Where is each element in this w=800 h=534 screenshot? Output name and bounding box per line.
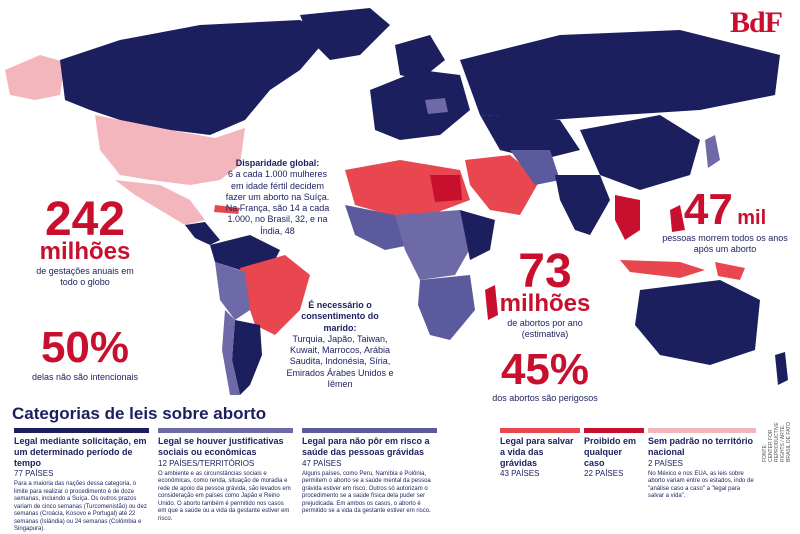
map-new-zealand	[775, 352, 788, 385]
abortions-value: 73	[518, 245, 572, 298]
abortions-unit: milhões	[499, 290, 591, 318]
disparity-note	[225, 158, 330, 237]
map-papua	[715, 262, 745, 280]
legend-count: 43 PAÍSES	[500, 469, 540, 479]
map-southern-africa	[418, 275, 475, 340]
legend-category-demand	[14, 428, 149, 534]
map-indonesia	[620, 260, 705, 278]
unsafe-stat	[485, 345, 605, 404]
legend-swatch-none	[648, 428, 756, 433]
map-india	[555, 175, 610, 235]
legend-count: 22 PAÍSES	[584, 469, 624, 479]
unintended-label: delas não são intencionais	[31, 371, 139, 382]
legend-label: Proibido em qualquer caso	[584, 436, 637, 468]
consent-text: Turquia, Japão, Taiwan, Kuwait, Marrocos, Arábia Saudita, Indonésia, Síria, Emirados Árabes Unidos e Iêmen	[286, 333, 394, 389]
brand-logo: BdF	[729, 6, 782, 39]
credits: FONTE: CENTER FOR REPRODUCTIVE RIGHTS / ARTE: BRASIL DE FATO	[762, 422, 792, 462]
disparity-text: 6 a cada 1.000 mulheres em idade fértil decidem fazer um aborto na Suíça. Na França, são 14 a cada 1.000, no Brasil, 32, e na Índia, 48	[225, 169, 330, 236]
legend-label: Legal se houver justificativas sociais ou econômicas	[158, 436, 284, 457]
legend-category-health	[302, 428, 437, 516]
legend-title: Categorias de leis sobre aborto	[12, 404, 267, 423]
map-southeast-asia	[615, 195, 640, 240]
unintended-value: 50%	[40, 323, 130, 372]
legend-swatch-social	[158, 428, 293, 433]
map-alaska	[5, 55, 65, 100]
map-egypt	[430, 175, 462, 202]
legend-label: Legal mediante solicitação, em um determinado período de tempo	[14, 436, 147, 468]
map-australia	[635, 280, 760, 365]
pregnancies-unit: milhões	[39, 238, 131, 266]
deaths-unit: mil	[737, 207, 767, 229]
disparity-title: Disparidade global:	[235, 158, 320, 168]
consent-title: É necessário o consentimento do marido:	[301, 300, 379, 333]
map-japan	[705, 135, 720, 168]
legend-count: 2 PAÍSES	[648, 458, 683, 468]
unsafe-label: dos abortos são perigosos	[492, 392, 598, 403]
legend-desc: Para a maioria das nações dessa categoria, o limite para realizar o procedimento é de doze semanas, incluindo a Suíça. Os outros prazos variam de cinco semanas (Turcomenistão) ou dez semanas (Croácia, Kosovo e Portugal) até 22 semanas (Islândia) ou 24 semanas (Colômbia e Singapura).	[14, 481, 147, 533]
unintended-stat	[10, 323, 160, 383]
map-europe	[370, 70, 470, 140]
consent-note	[285, 300, 395, 390]
map-poland	[425, 98, 448, 114]
legend-desc: No México e nos EUA, as leis sobre aborto variam entre os estados, indo de "análise caso a caso" a "legal para salvar a vida".	[648, 470, 754, 500]
legend-label: Legal para salvar a vida das grávidas	[500, 436, 574, 468]
deaths-value: 47	[683, 185, 733, 234]
abortions-label: de abortos por ano (estimativa)	[507, 317, 583, 340]
legend-category-none	[648, 428, 756, 501]
legend-desc: Alguns países, como Peru, Namíbia e Polônia, permitem o aborto se a saúde mental da pessoa grávida estiver em risco. Outros só autorizam o procedimento se a saúde física dela puder ser prejudicada. Em ambos os casos, o aborto é permitido se a vida da gestante estiver em risco.	[302, 470, 431, 515]
legend-category-life	[500, 428, 580, 478]
legend-label: Sem padrão no território nacional	[648, 436, 754, 457]
legend-desc: O ambiente e as circunstâncias sociais e econômicas, como renda, situação de moradia e rede de apoio da pessoa grávida, são levados em consideração em países como Japão e Reino Unido. O aborto também é permitido nos casos em que a saúde ou a vida da gestante estiver em risco.	[158, 470, 291, 522]
legend-swatch-health	[302, 428, 437, 433]
legend-swatch-demand	[14, 428, 149, 433]
legend-count: 77 PAÍSES	[14, 469, 54, 479]
deaths-headline	[660, 185, 790, 234]
map-central-america	[185, 222, 220, 245]
legend-count: 47 PAÍSES	[302, 458, 342, 468]
legend-label: Legal para não pôr em risco a saúde das pessoas grávidas	[302, 436, 430, 457]
legend-category-social	[158, 428, 293, 523]
map-russia	[460, 30, 780, 120]
legend-count: 12 PAÍSES/TERRITÓRIOS	[158, 458, 255, 468]
pregnancies-stat	[10, 193, 160, 288]
unsafe-value: 45%	[500, 345, 590, 394]
deaths-label: pessoas morrem todos os anos após um aborto	[662, 232, 788, 254]
deaths-stat	[660, 185, 790, 255]
pregnancies-value: 242	[44, 193, 126, 246]
legend-category-prohibited	[584, 428, 644, 478]
legend-swatch-life	[500, 428, 580, 433]
abortions-stat	[485, 245, 605, 340]
pregnancies-label: de gestações anuais em todo o globo	[36, 265, 134, 288]
legend-swatch-prohibited	[584, 428, 644, 433]
